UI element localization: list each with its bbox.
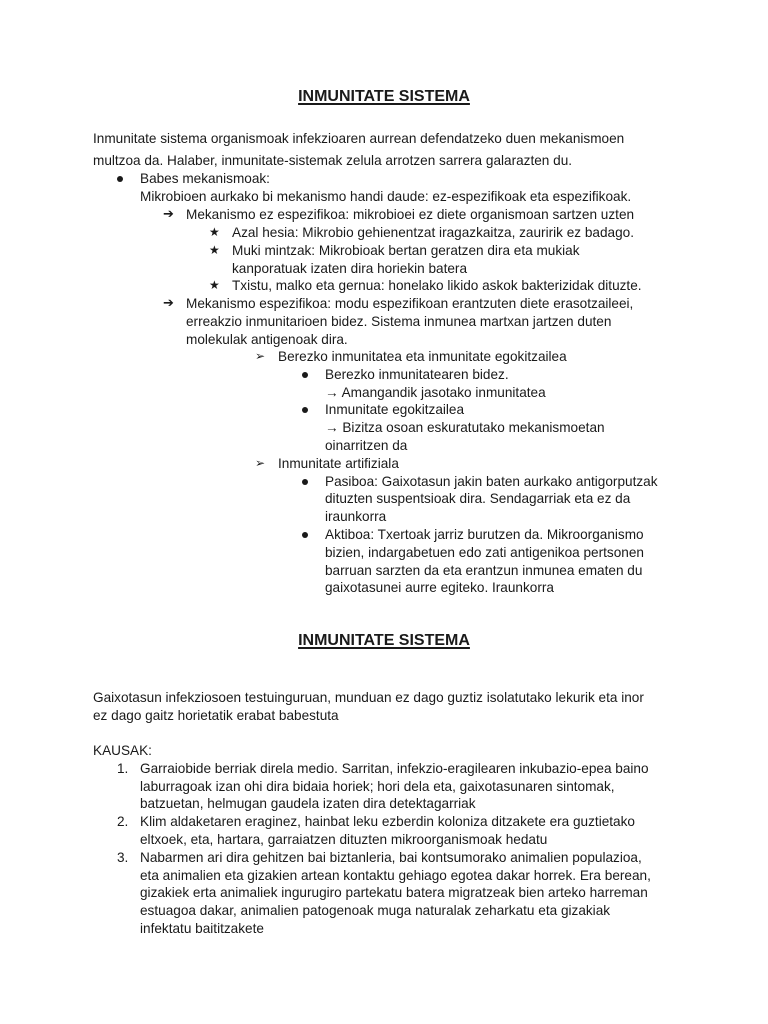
list-item-text: laburragoak izan ohi dira bidaia horiek; hori dela eta, gaixotasunaren sintomak,: [140, 779, 615, 794]
ez-espezifikoa-text: Mekanismo ez espezifikoa: mikrobioei ez diete organismoan sartzen uzten: [186, 207, 635, 222]
section2-intro-line: Gaixotasun infekziosoen testuinguruan, munduan ez dago guztiz isolatutako lekurik eta inor: [93, 690, 644, 705]
aktiboa-text: bizien, indargabetuen edo zati antigenikoa pertsonen: [325, 545, 644, 560]
espezifikoa-text: molekulak antigenoak dira.: [186, 332, 348, 347]
babes-label: Babes mekanismoak:: [140, 171, 270, 186]
section2-intro-line: ez dago gaitz horietatik erabat babestuta: [93, 708, 339, 723]
berezko-heading: Berezko inmunitatea eta inmunitate egokitzailea: [278, 349, 567, 364]
star-icon: ★: [209, 225, 220, 239]
chevron-right-icon: ➢: [255, 456, 266, 470]
bullet-icon: [302, 479, 308, 485]
arrow-right-icon: ➔: [163, 207, 174, 222]
pasiboa-text: dituzten suspentsioak dira. Sendagarriak eta ez da: [325, 491, 631, 506]
berezko-bidez: Berezko inmunitatearen bidez.: [325, 367, 509, 382]
list-item-text: infektatu baititzakete: [140, 921, 264, 936]
list-item-text: Garraiobide berriak direla medio. Sarritan, infekzio-eragilearen inkubazio-epea baino: [140, 761, 649, 776]
espezifikoa-text: Mekanismo espezifikoa: modu espezifikoan erantzuten diete erasotzaileei,: [186, 296, 634, 311]
list-item-text: gizakiek erta animaliek ingurugiro partekatu batera migratzeak bien arteko harreman: [140, 885, 648, 900]
bullet-icon: [302, 372, 308, 378]
aktiboa-text: barruan sarzten da eta erantzun inmunea ematen du: [325, 563, 643, 578]
star-item-text: Azal hesia: Mikrobio gehienentzat iragazkaitza, zauririk ez badago.: [232, 225, 634, 240]
egokitzailea-arrow: → Bizitza osoan eskuratutako mekanismoetan: [325, 420, 605, 435]
arrow-right-icon: ➔: [163, 296, 174, 311]
bullet-icon: [302, 407, 308, 413]
egokitzailea-arrow: oinarritzen da: [325, 438, 408, 453]
chevron-right-icon: ➢: [255, 349, 266, 363]
aktiboa-text: Aktiboa: Txertoak jarriz burutzen da. Mikroorganismo: [325, 527, 644, 542]
section1-intro-line: Inmunitate sistema organismoak infekzioaren aurrean defendatzeko duen mekanismoen: [93, 131, 625, 146]
list-number: 3.: [117, 850, 129, 865]
section1-title: INMUNITATE SISTEMA: [298, 88, 470, 105]
berezko-arrow: → Amangandik jasotako inmunitatea: [325, 385, 546, 400]
list-item-text: Klim aldaketaren eraginez, hainbat leku ezberdin koloniza ditzakete era guztietako: [140, 814, 635, 829]
list-item-text: estuagoa dakar, animalien patogenoak muga naturalak zeharkatu eta gizakiak: [140, 903, 611, 918]
list-item-text: batzuetan, helmugan gaudela izaten dira detektagarriak: [140, 796, 476, 811]
star-icon: ★: [209, 278, 220, 292]
star-item-text: Muki mintzak: Mikrobioak bertan geratzen dira eta mukiak: [232, 243, 580, 258]
star-item-text: kanporatuak izaten dira horiekin batera: [232, 261, 468, 276]
list-item-text: eltxoek, eta, hartara, garraiatzen dituzten mikroorganismoak hedatu: [140, 832, 548, 847]
pasiboa-text: Pasiboa: Gaixotasun jakin baten aurkako antigorputzak: [325, 474, 658, 489]
list-number: 1.: [117, 761, 129, 776]
section1-intro-line: multzoa da. Halaber, inmunitate-sistemak zelula arrotzen sarrera galarazten du.: [93, 153, 573, 168]
espezifikoa-text: erreakzio inmunitarioen bidez. Sistema inmunea martxan jartzen duten: [186, 314, 612, 329]
list-item-text: Nabarmen ari dira gehitzen bai biztanleria, bai kontsumorako animalien populazioa,: [140, 850, 642, 865]
star-item-text: Txistu, malko eta gernua: honelako likido askok bakterizidak dituzte.: [232, 278, 642, 293]
bullet-icon: [302, 532, 308, 538]
bullet-icon: [117, 176, 123, 182]
section2-title: INMUNITATE SISTEMA: [298, 632, 470, 649]
star-icon: ★: [209, 243, 220, 257]
egokitzailea-label: Inmunitate egokitzailea: [325, 402, 465, 417]
list-number: 2.: [117, 814, 129, 829]
pasiboa-text: iraunkorra: [325, 509, 387, 524]
list-item-text: eta animalien eta gizakien artean kontaktu gehiago egotea dakar horrek. Era berean,: [140, 868, 651, 883]
aktiboa-text: gaixotasunei aurre egiteko. Iraunkorra: [325, 580, 554, 595]
babes-text: Mikrobioen aurkako bi mekanismo handi daude: ez-espezifikoak eta espezifikoak.: [140, 189, 632, 204]
kausak-label: KAUSAK:: [93, 743, 152, 758]
artifiziala-heading: Inmunitate artifiziala: [278, 456, 399, 471]
